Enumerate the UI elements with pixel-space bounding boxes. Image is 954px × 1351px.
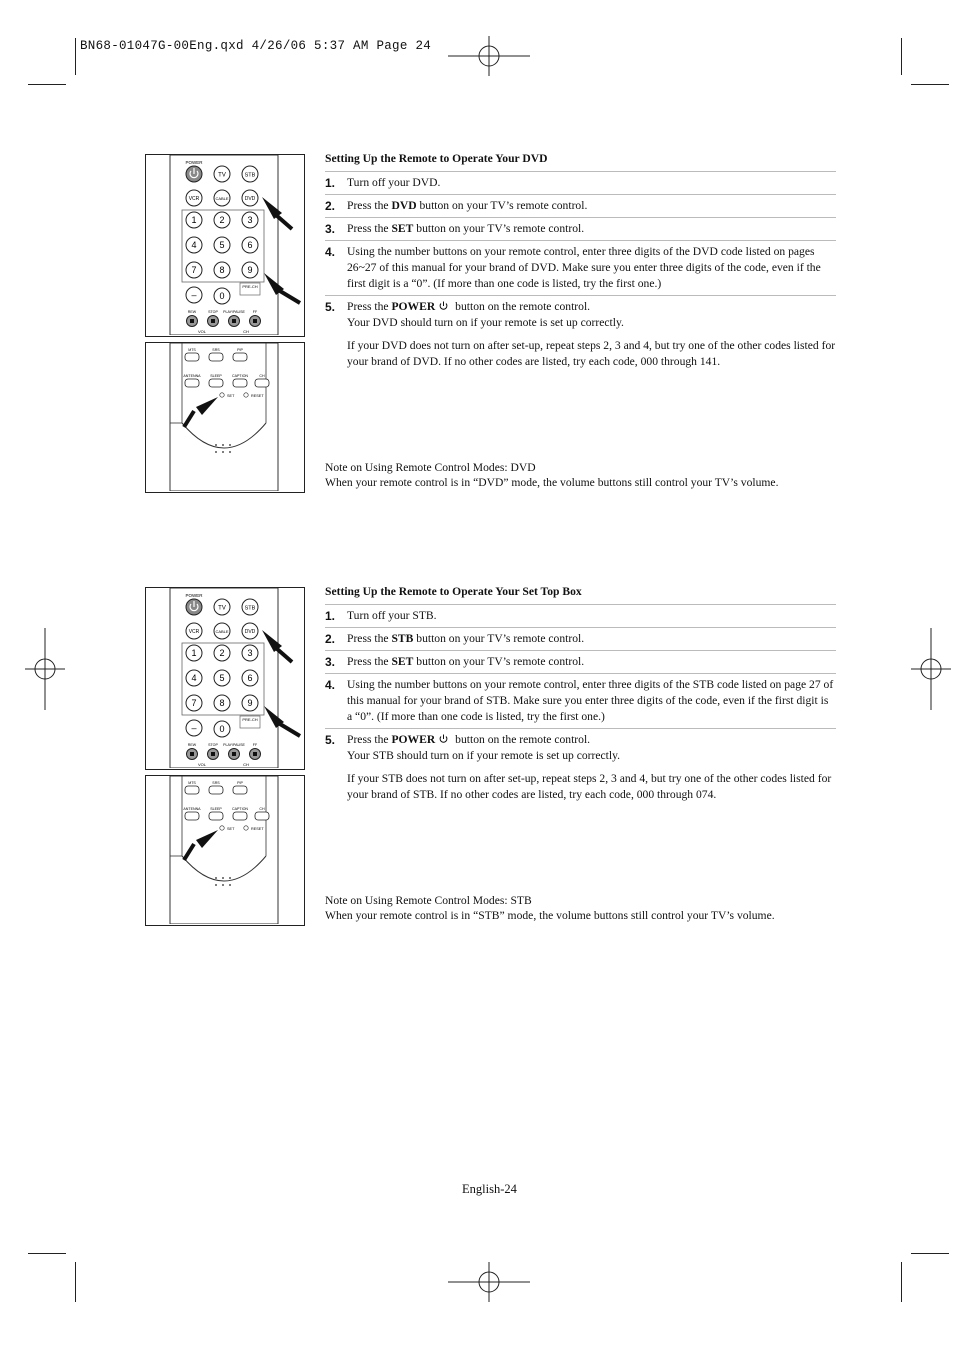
step-number: 4. [325,245,336,259]
vcr-button[interactable] [186,190,202,206]
digit-8-button[interactable] [214,695,230,711]
remote-label: SLEEP [210,807,222,811]
remote-illustration-lower-stb [145,775,305,926]
step-item [325,194,836,217]
digit-6-button-label: 6 [247,673,253,684]
vcr-label: VCR [188,196,200,202]
digit-0-button[interactable] [214,288,230,304]
dvd-setup-section [325,151,836,373]
step-text: button on your TV’s remote control. [416,199,588,212]
registration-mark [448,36,530,76]
transport-button[interactable] [187,316,198,327]
pre_ch-label: PRE-CH [242,284,258,289]
digit-9-button[interactable] [242,262,258,278]
tv-label: TV [218,605,226,612]
transport-button[interactable] [229,749,240,760]
remote-label: CAPTION [232,374,248,378]
remote-label: SLEEP [210,374,222,378]
page-number: English-24 [462,1182,517,1196]
crop-mark [911,1253,949,1254]
digit-7-button-label: 7 [191,698,197,709]
digit-0-button-label: 0 [219,291,225,302]
stb-button[interactable] [242,166,258,182]
set-label: SET [227,394,235,398]
reset-button[interactable] [244,826,265,831]
set-button[interactable] [220,826,235,831]
step-text: button on your TV’s remote control. [413,655,585,668]
remote-button[interactable] [233,379,247,387]
step-text: Using the number buttons on your remote control, enter three digits of the DVD code listed on pages 26~27 of this manual for your brand of DVD. Make sure you enter three digits of the code, even if the first digit is a “0”. (If more than one code is listed, try the first one.) [347,245,821,290]
step-result: Your DVD should turn on if your remote is set up correctly. [347,316,624,329]
transport-button[interactable] [187,749,198,760]
digit-6-button[interactable] [242,237,258,253]
step-text: Press the [347,222,392,235]
transport-label: STOP [208,310,218,314]
remote-label: SRS [212,348,220,352]
step-text: Using the number buttons on your remote control, enter three digits of the STB code listed on page 27 of this manual for your brand of STB. Make sure you enter three digits of the code, even if the first digit is a “0”. (If more than one code is listed, try the first one.) [347,678,834,723]
pre_ch-label: PRE-CH [242,717,258,722]
cable-label: CABLE [215,196,229,201]
digit-5-button[interactable] [214,237,230,253]
digit-1-button[interactable] [186,645,202,661]
button-name: DVD [391,199,417,212]
transport-label: REW [187,743,197,747]
step-troubleshoot: If your DVD does not turn on after set-up, repeat steps 2, 3 and 4, but try one of the other codes listed for your brand of DVD. If no other codes are listed, try each code, 000 through 141. [347,339,836,368]
tv-label: TV [218,172,226,179]
digit-7-button-label: 7 [191,265,197,276]
note-body: When your remote control is in “STB” mode, the volume buttons still control your TV’s volume. [325,908,775,922]
digit-6-button-label: 6 [247,240,253,251]
remote-button[interactable] [209,353,223,361]
button-name: SET [391,655,414,668]
vcr-label: VCR [188,629,200,635]
step-text: Press the [347,300,392,313]
button-name: POWER [391,733,436,746]
transport-label: FF [252,743,258,747]
digit-8-button[interactable] [214,262,230,278]
digit-2-button-label: 2 [219,648,225,659]
power-label: POWER [185,160,203,165]
step-text: button on your TV’s remote control. [413,222,585,235]
digit-9-button[interactable] [242,695,258,711]
step-number: 5. [325,300,336,314]
step-number: 3. [325,222,336,236]
digit-5-button-label: 5 [219,673,225,684]
transport-button[interactable] [250,316,261,327]
digit-4-button-label: 4 [191,673,197,684]
step-text: button on your TV’s remote control. [413,632,585,645]
remote-button[interactable] [209,812,223,820]
digit-6-button[interactable] [242,670,258,686]
transport-button[interactable] [250,749,261,760]
remote-label: PIP [237,781,243,785]
remote-label: MTS [188,348,196,352]
remote-label: CAPTION [232,807,248,811]
step-text: button on the remote control. [452,733,591,746]
dash-button[interactable] [186,720,202,736]
power-label: POWER [185,593,203,598]
remote-label: CH [259,807,265,811]
transport-button[interactable] [229,316,240,327]
note-title: Note on Using Remote Control Modes: STB [325,894,532,907]
digit-1-button-label: 1 [191,215,197,226]
remote-button[interactable] [185,786,199,794]
digit-2-button[interactable] [214,645,230,661]
digit-8-button-label: 8 [219,698,225,709]
step-number: 3. [325,655,336,669]
remote-button[interactable] [209,786,223,794]
remote-button[interactable] [209,379,223,387]
digit-9-button-label: 9 [247,698,253,709]
power-icon [435,300,452,313]
transport-label: REW [187,310,197,314]
step-text: Turn off your DVD. [347,176,441,189]
step-item [325,627,836,650]
transport-label: FF [252,310,258,314]
remote-illustration-upper-dvd [145,154,305,337]
step-text: Press the [347,655,392,668]
registration-mark [448,1262,530,1302]
reset-label: RESET [251,394,264,398]
dash-button-label: – [191,290,197,301]
stb-note [325,894,845,923]
vol-label: VOL [197,329,207,334]
crop-mark [75,1262,76,1302]
stb-label: STB [244,605,256,612]
step-troubleshoot: If your STB does not turn on after set-up, repeat steps 2, 3 and 4, but try one of the other codes listed for your brand of STB. If no other codes are listed, try each code, 000 through 074. [347,772,832,801]
stb-label: STB [244,172,256,179]
cable-button[interactable] [214,190,230,206]
section-title: Setting Up the Remote to Operate Your DVD [325,152,548,165]
remote-illustration-lower-dvd [145,342,305,493]
remote-label: SRS [212,781,220,785]
crop-mark [901,38,902,75]
digit-3-button[interactable] [242,212,258,228]
digit-0-button[interactable] [214,721,230,737]
step-number: 2. [325,199,336,213]
step-text: Press the [347,733,392,746]
registration-mark [911,628,951,710]
digit-2-button[interactable] [214,212,230,228]
step-result: Your STB should turn on if your remote is set up correctly. [347,749,621,762]
remote-label: PIP [237,348,243,352]
remote-label: CH [259,374,265,378]
dvd-button[interactable] [242,623,258,639]
step-item [325,604,836,627]
digit-4-button[interactable] [186,237,202,253]
reset-label: RESET [251,827,264,831]
digit-2-button-label: 2 [219,215,225,226]
digit-3-button[interactable] [242,645,258,661]
dvd-label: DVD [244,196,256,202]
button-name: POWER [391,300,436,313]
remote-illustration-upper-stb [145,587,305,770]
dvd-button[interactable] [242,190,258,206]
section-title: Setting Up the Remote to Operate Your Set Top Box [325,585,582,598]
remote-button[interactable] [233,353,247,361]
power-button[interactable] [186,166,202,182]
reset-button[interactable] [244,393,265,398]
step-text: button on the remote control. [452,300,591,313]
stb-button[interactable] [242,599,258,615]
remote-button[interactable] [255,379,269,387]
digit-3-button-label: 3 [247,215,253,226]
digit-4-button-label: 4 [191,240,197,251]
digit-4-button[interactable] [186,670,202,686]
dash-button[interactable] [186,287,202,303]
crop-mark [75,38,76,75]
step-item [325,728,836,806]
step-number: 2. [325,632,336,646]
step-number: 1. [325,609,336,623]
crop-mark [28,1253,66,1254]
digit-0-button-label: 0 [219,724,225,735]
remote-label: ANTENNA [183,374,201,378]
step-text: Press the [347,199,392,212]
step-item [325,217,836,240]
step-number: 1. [325,176,336,190]
digit-3-button-label: 3 [247,648,253,659]
button-name: SET [391,222,414,235]
file-header: BN68-01047G-00Eng.qxd 4/26/06 5:37 AM Page 24 [80,39,432,53]
tv-button[interactable] [214,599,230,615]
set-button[interactable] [220,393,235,398]
tv-button[interactable] [214,166,230,182]
remote-label: MTS [188,781,196,785]
set-label: SET [227,827,235,831]
remote-button[interactable] [185,353,199,361]
crop-mark [901,1262,902,1302]
step-item [325,673,836,728]
remote-button[interactable] [185,812,199,820]
step-number: 4. [325,678,336,692]
transport-button[interactable] [208,316,219,327]
step-text: Press the [347,632,392,645]
digit-7-button[interactable] [186,695,202,711]
registration-mark [25,628,65,710]
ch-label: CH [243,762,249,767]
transport-button[interactable] [208,749,219,760]
vcr-button[interactable] [186,623,202,639]
remote-button[interactable] [233,812,247,820]
crop-mark [28,84,66,85]
vol-label: VOL [197,762,207,767]
power-button[interactable] [186,599,202,615]
step-number: 5. [325,733,336,747]
power-icon [435,733,452,746]
digit-8-button-label: 8 [219,265,225,276]
transport-label: PLAY/PAUSE [223,743,245,747]
transport-label: PLAY/PAUSE [223,310,245,314]
remote-button[interactable] [185,379,199,387]
ch-label: CH [243,329,249,334]
button-name: STB [391,632,414,645]
step-item [325,240,836,295]
cable-label: CABLE [215,629,229,634]
remote-button[interactable] [255,812,269,820]
remote-button[interactable] [233,786,247,794]
digit-5-button-label: 5 [219,240,225,251]
digit-7-button[interactable] [186,262,202,278]
remote-label: ANTENNA [183,807,201,811]
dvd-label: DVD [244,629,256,635]
transport-label: STOP [208,743,218,747]
dvd-note [325,461,845,490]
note-body: When your remote control is in “DVD” mode, the volume buttons still control your TV’s volume. [325,475,779,489]
digit-5-button[interactable] [214,670,230,686]
note-title: Note on Using Remote Control Modes: DVD [325,461,536,474]
digit-1-button[interactable] [186,212,202,228]
digit-9-button-label: 9 [247,265,253,276]
step-item [325,295,836,373]
digit-1-button-label: 1 [191,648,197,659]
step-text: Turn off your STB. [347,609,437,622]
stb-setup-section [325,584,836,806]
step-item [325,650,836,673]
step-item [325,171,836,194]
dash-button-label: – [191,723,197,734]
crop-mark [911,84,949,85]
cable-button[interactable] [214,623,230,639]
